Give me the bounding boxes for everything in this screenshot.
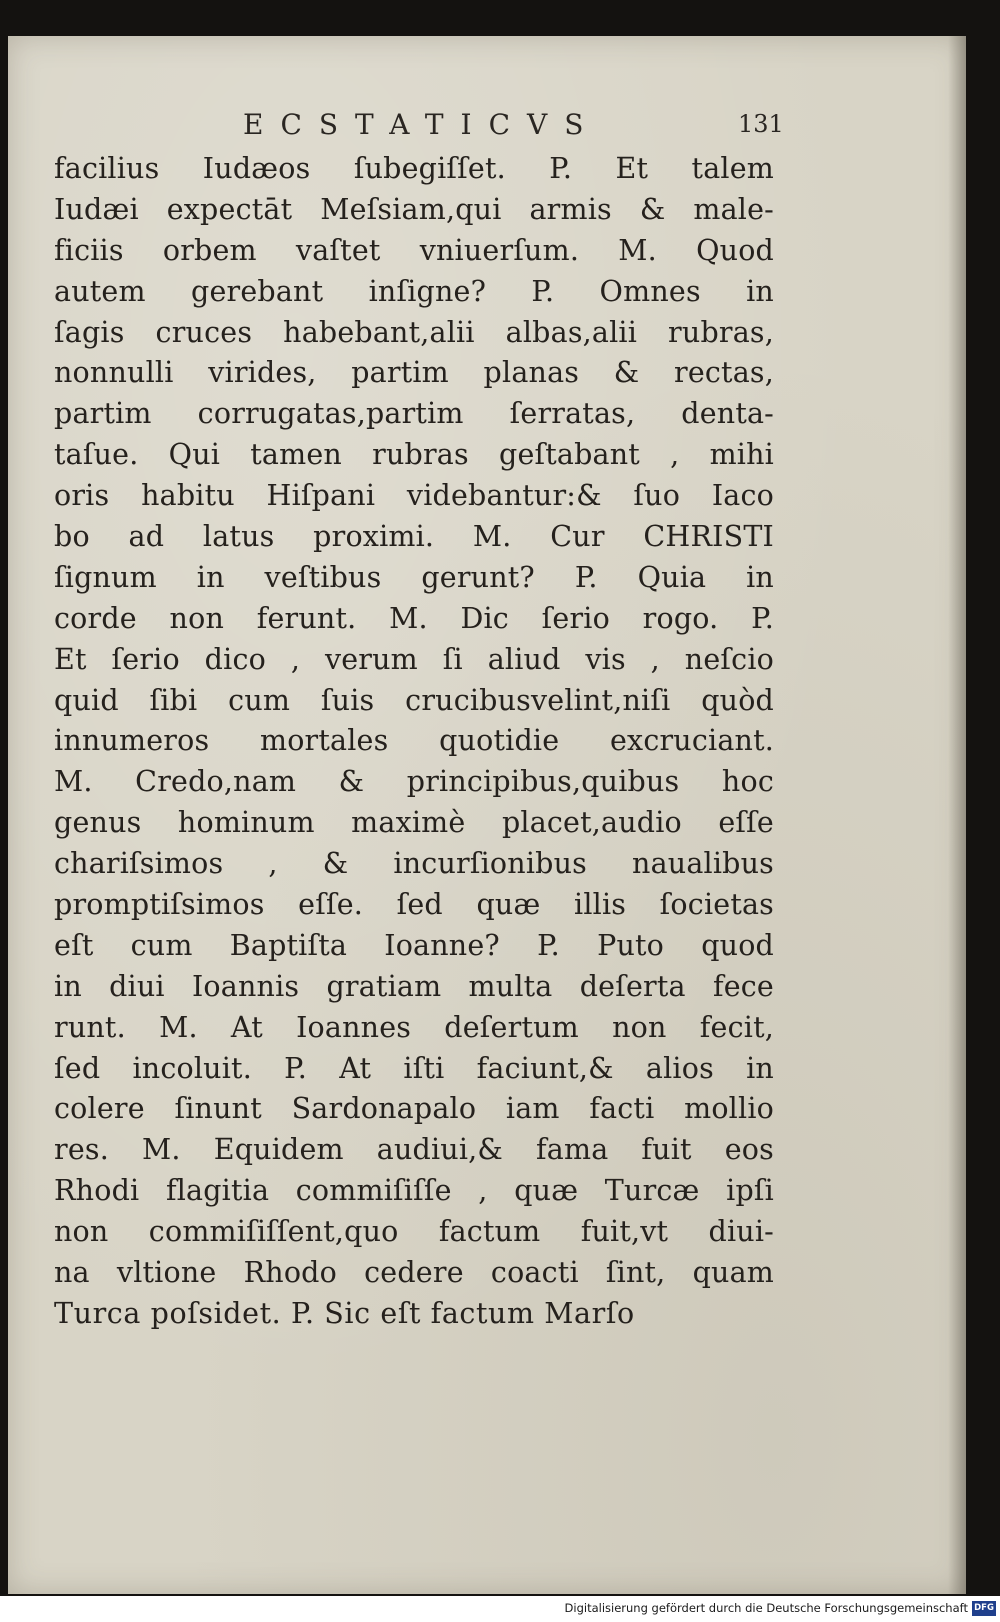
text-line: ſagis cruces habebant,alii albas,alii rubras,	[54, 315, 774, 349]
text-line: chariſsimos , & incurſionibus naualibus	[54, 847, 774, 881]
text-line: eſt cum Baptiſta Ioanne? P. Puto quod	[54, 928, 774, 962]
text-line: res. M. Equidem audiui,& fama fuit eos	[54, 1133, 774, 1167]
text-line: bo ad latus proximi. M. Cur CHRISTI	[54, 520, 774, 554]
text-line: innumeros mortales quotidie excruciant.	[54, 724, 774, 758]
text-line: ſignum in veſtibus gerunt? P. Quia in	[54, 560, 774, 594]
text-line: runt. M. At Ioannes deſertum non fecit,	[54, 1010, 774, 1044]
text-line: na vltione Rhodo cedere coacti ſint, quam	[54, 1256, 774, 1290]
running-head	[8, 108, 966, 148]
text-line: Et ſerio dico , verum ſi aliud vis , neſcio	[54, 642, 774, 676]
text-line: oris habitu Hiſpani videbantur:& ſuo Iaco	[54, 479, 774, 513]
text-line: promptiſsimos eſſe. ſed quæ illis ſocietas	[54, 888, 774, 922]
text-line: Rhodi flagitia commiſiſſe , quæ Turcæ ipſi	[54, 1174, 774, 1208]
page-edge-shadow	[948, 36, 966, 1594]
text-line: M. Credo,nam & principibus,quibus hoc	[54, 765, 774, 799]
text-line: genus hominum maximè placet,audio eſſe	[54, 806, 774, 840]
dfg-logo: DFG	[972, 1601, 996, 1616]
text-line: ſed incoluit. P. At iſti faciunt,& alios in	[54, 1051, 774, 1085]
running-title: ECSTATICVS	[243, 108, 601, 141]
text-line: Turca poſsidet. P. Sic eſt factum Marſo	[54, 1296, 635, 1330]
body-text	[54, 149, 774, 1335]
text-line: nonnulli virides, partim planas & rectas,	[54, 356, 774, 390]
text-line: autem gerebant inſigne? P. Omnes in	[54, 274, 774, 308]
text-line: colere ſinunt Sardonapalo iam facti mollio	[54, 1092, 774, 1126]
text-line: taſue. Qui tamen rubras geſtabant , mihi	[54, 438, 774, 472]
text-line: non commiſiſſent,quo factum fuit,vt diui-	[54, 1215, 774, 1249]
book-page	[8, 36, 966, 1594]
digitization-credit: Digitalisierung gefördert durch die Deutsche Forschungsgemeinschaft	[564, 1601, 968, 1615]
text-line: quid ſibi cum ſuis crucibusvelint,niſi quòd	[54, 683, 774, 717]
page-number: 131	[738, 110, 784, 138]
digitization-footer	[0, 1596, 1000, 1622]
text-line: ficiis orbem vaſtet vniuerſum. M. Quod	[54, 233, 774, 267]
text-line: Iudæi expectāt Meſsiam,qui armis & male-	[54, 192, 774, 226]
text-line: corde non ferunt. M. Dic ſerio rogo. P.	[54, 601, 774, 635]
text-line: in diui Ioannis gratiam multa deſerta fece	[54, 969, 774, 1003]
text-line: facilius Iudæos ſubegiſſet. P. Et talem	[54, 152, 774, 185]
text-line: partim corrugatas,partim ſerratas, denta-	[54, 397, 774, 431]
